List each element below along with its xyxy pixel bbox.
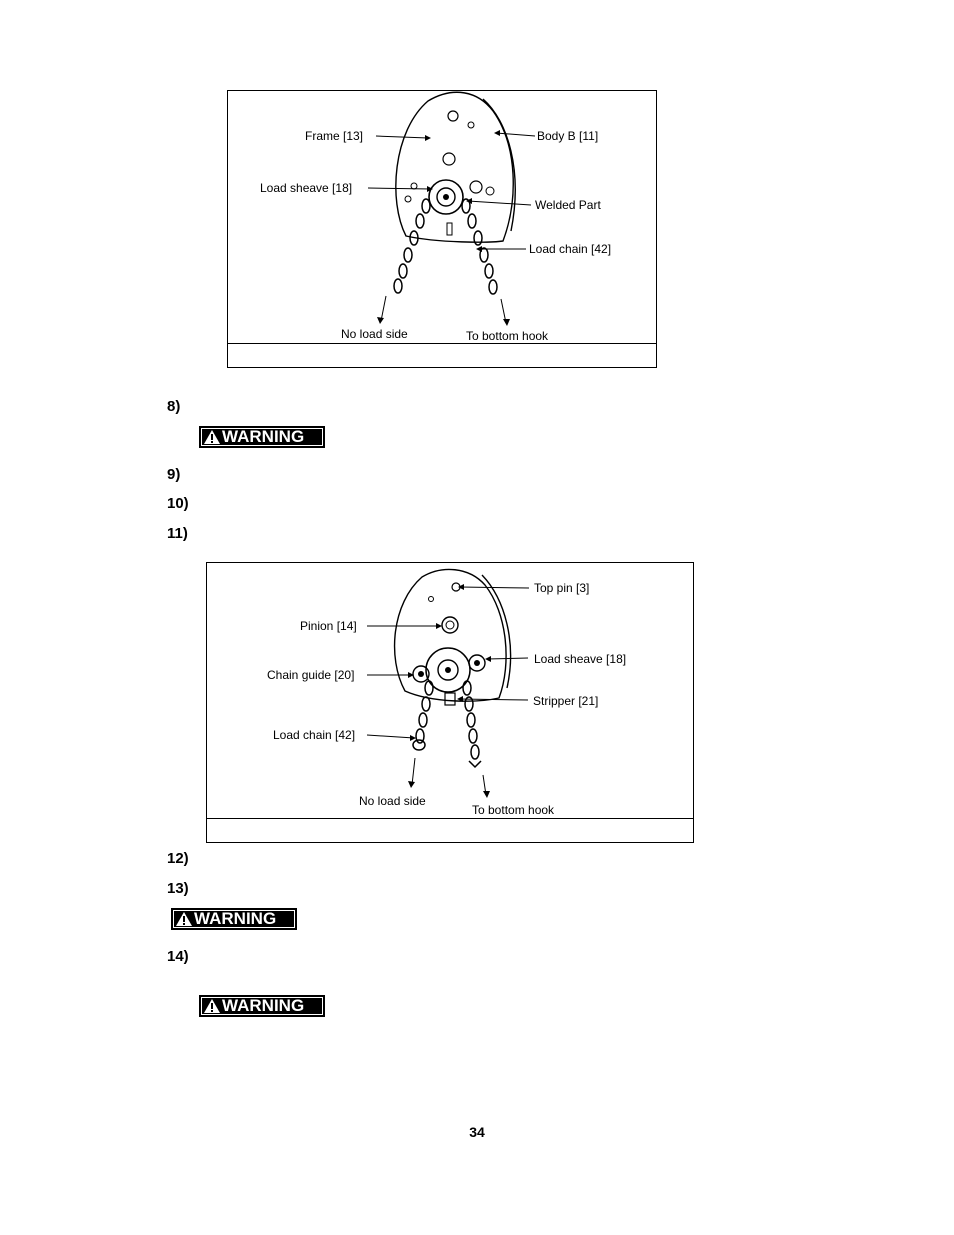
figure-2-drawing xyxy=(207,563,693,842)
warning-text: WARNING xyxy=(194,909,277,928)
step-12: 12) xyxy=(167,850,189,867)
label-stripper: Stripper [21] xyxy=(533,694,599,708)
step-9: 9) xyxy=(167,466,181,483)
warning-badge-3 xyxy=(199,995,325,1017)
figure-1 xyxy=(227,90,657,368)
label-body-b: Body B [11] xyxy=(537,129,599,143)
label-no-load-side: No load side xyxy=(359,794,426,808)
label-to-bottom-hook: To bottom hook xyxy=(466,329,549,343)
step-13: 13) xyxy=(167,880,189,897)
load-chain-left xyxy=(413,681,433,750)
label-top-pin: Top pin [3] xyxy=(534,581,590,595)
warning-triangle-icon xyxy=(203,429,221,445)
label-no-load-side: No load side xyxy=(341,327,408,341)
step-8: 8) xyxy=(167,398,181,415)
label-load-chain: Load chain [42] xyxy=(273,728,356,742)
warning-badge-1 xyxy=(199,426,325,448)
label-load-chain: Load chain [42] xyxy=(529,242,612,256)
load-chain-left xyxy=(394,199,430,293)
step-14: 14) xyxy=(167,948,189,965)
warning-triangle-icon xyxy=(175,911,193,927)
load-chain-right xyxy=(462,199,497,294)
figure-2 xyxy=(206,562,694,843)
label-pinion: Pinion [14] xyxy=(300,619,357,633)
figure-1-drawing xyxy=(228,91,656,367)
step-11: 11) xyxy=(167,525,188,542)
load-chain-right xyxy=(463,681,481,767)
label-to-bottom-hook: To bottom hook xyxy=(472,803,555,817)
label-load-sheave: Load sheave [18] xyxy=(534,652,627,666)
stripper-drawing xyxy=(445,693,455,705)
label-load-sheave: Load sheave [18] xyxy=(260,181,353,195)
label-chain-guide: Chain guide [20] xyxy=(267,668,355,682)
step-10: 10) xyxy=(167,495,189,512)
pinion-drawing xyxy=(442,617,458,633)
hoist-frame-outline xyxy=(395,569,507,701)
warning-triangle-icon xyxy=(203,998,221,1014)
warning-text: WARNING xyxy=(222,427,305,446)
warning-badge-2 xyxy=(171,908,297,930)
page-number: 34 xyxy=(469,1124,485,1140)
label-frame: Frame [13] xyxy=(305,129,364,143)
label-welded-part: Welded Part xyxy=(535,198,601,212)
warning-text: WARNING xyxy=(222,996,305,1015)
